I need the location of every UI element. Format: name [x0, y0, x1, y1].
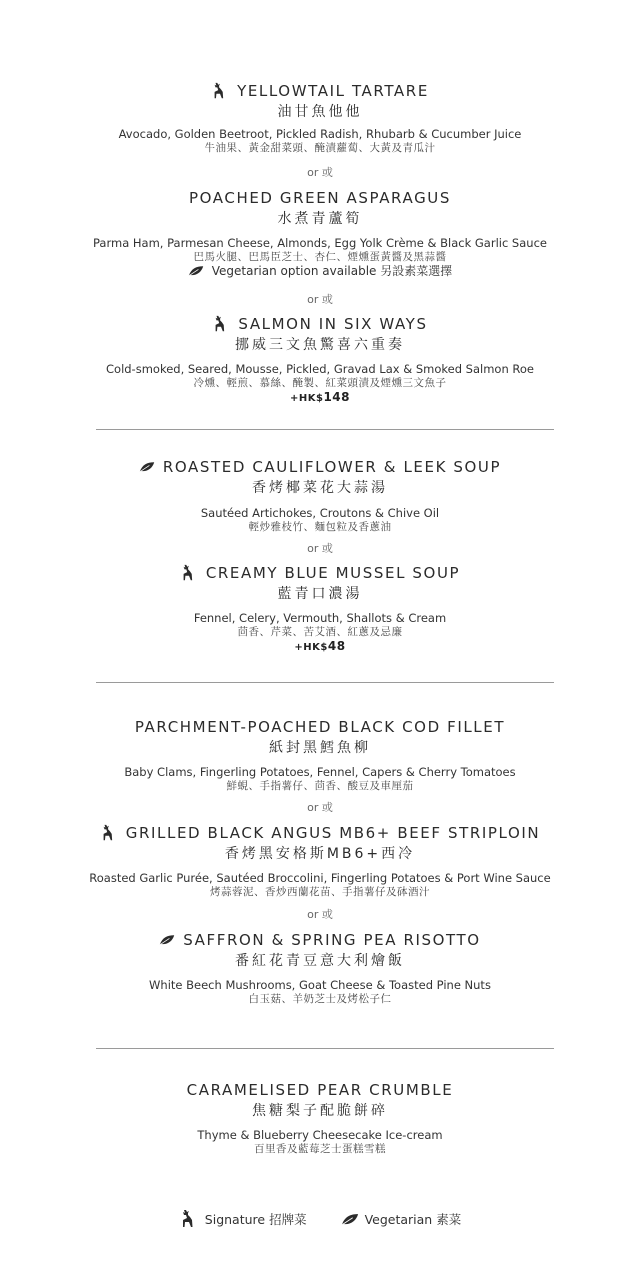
dish-title-text: CARAMELISED PEAR CRUMBLE	[186, 1081, 454, 1099]
dish-description-zh: 百里香及藍莓芝士蛋糕雪糕	[254, 1143, 386, 1155]
menu-item-cauliflower-soup	[0, 458, 640, 534]
dish-title	[0, 718, 640, 736]
legend-vegetarian	[341, 1210, 462, 1228]
dish-title-zh: 油甘魚他他	[277, 104, 363, 120]
dish-title-zh: 香烤黑安格斯MB6+西冷	[224, 846, 416, 862]
dish-title	[0, 458, 640, 476]
menu-item-beef-striploin	[0, 824, 640, 899]
dish-title-zh: 番紅花青豆意大利燴飯	[235, 953, 405, 969]
dish-description-zh: 巴馬火腿、巴馬臣芝士、杏仁、煙燻蛋黃醬及黑蒜醬	[193, 251, 447, 263]
dish-description: Fennel, Celery, Vermouth, Shallots & Cream	[193, 611, 447, 625]
section-divider	[96, 682, 554, 683]
dish-description-zh: 冷燻、輕煎、慕絲、醃製、紅菜頭漬及煙燻三文魚子	[193, 377, 447, 389]
dish-title-text: ROASTED CAULIFLOWER & LEEK SOUP	[162, 458, 502, 476]
menu-item-mussel-soup	[0, 564, 640, 639]
dish-title-text: POACHED GREEN ASPARAGUS	[189, 189, 451, 207]
icon-legend	[0, 1208, 640, 1230]
dish-description: Avocado, Golden Beetroot, Pickled Radish, Rhubarb & Cucumber Juice	[118, 127, 522, 141]
deer-icon	[211, 82, 229, 100]
dish-title	[0, 1081, 640, 1099]
vegetarian-option-note	[0, 262, 640, 279]
dish-title-zh: 藍青口濃湯	[277, 586, 363, 602]
dish-title-text: GRILLED BLACK ANGUS MB6+ BEEF STRIPLOIN	[125, 824, 541, 842]
menu-item-asparagus	[0, 189, 640, 264]
leaf-icon	[341, 1213, 359, 1226]
dish-description-zh: 鮮蜆、手指薯仔、茴香、酸豆及車厘茄	[226, 780, 414, 792]
legend-vegetarian-label: Vegetarian 素菜	[364, 1212, 462, 1227]
vegetarian-option-text: Vegetarian option available 另設素菜選擇	[211, 264, 453, 278]
menu-item-salmon	[0, 315, 640, 390]
dish-title-text: SALMON IN SIX WAYS	[238, 315, 428, 333]
dish-description-zh: 白玉菇、羊奶芝士及烤松子仁	[248, 993, 392, 1005]
dish-description: Thyme & Blueberry Cheesecake Ice-cream	[197, 1128, 443, 1142]
dish-description: Roasted Garlic Purée, Sautéed Broccolini, Fingerling Potatoes & Port Wine Sauce	[89, 871, 551, 885]
leaf-icon	[188, 265, 204, 277]
dish-description: Cold-smoked, Seared, Mousse, Pickled, Gravad Lax & Smoked Salmon Roe	[106, 362, 534, 376]
section-divider	[96, 1048, 554, 1049]
menu-item-yellowtail	[0, 82, 640, 155]
deer-icon	[179, 1208, 199, 1230]
dish-title-text: CREAMY BLUE MUSSEL SOUP	[205, 564, 461, 582]
price-prefix: +HK$	[289, 393, 324, 404]
legend-signature-label: Signature 招牌菜	[204, 1212, 307, 1227]
dish-title-text: SAFFRON & SPRING PEA RISOTTO	[183, 931, 481, 949]
dish-description: Parma Ham, Parmesan Cheese, Almonds, Egg Yolk Crème & Black Garlic Sauce	[93, 236, 547, 250]
dish-description: White Beech Mushrooms, Goat Cheese & Toasted Pine Nuts	[149, 978, 491, 992]
dish-title-zh: 挪威三文魚驚喜六重奏	[235, 337, 405, 353]
legend-signature	[179, 1208, 307, 1230]
deer-icon	[100, 824, 118, 842]
dish-title	[0, 564, 640, 582]
dish-title-text: PARCHMENT-POACHED BLACK COD FILLET	[134, 718, 506, 736]
menu-item-risotto	[0, 931, 640, 1006]
price-prefix: +HK$	[294, 642, 328, 653]
leaf-icon	[159, 934, 175, 946]
dish-title-zh: 水煮青蘆筍	[277, 211, 363, 227]
or-separator: or 或	[307, 801, 333, 814]
dish-title	[0, 931, 640, 949]
supplement-price	[0, 390, 640, 404]
or-separator: or 或	[307, 293, 333, 306]
dish-description-zh: 茴香、芹菜、苦艾酒、紅蔥及忌廉	[237, 626, 403, 638]
supplement-price	[0, 639, 640, 653]
dish-description: Baby Clams, Fingerling Potatoes, Fennel, Capers & Cherry Tomatoes	[124, 765, 516, 779]
dish-title	[0, 824, 640, 842]
menu-item-pear-crumble	[0, 1081, 640, 1156]
leaf-icon	[139, 461, 155, 473]
price-value: 48	[327, 639, 346, 653]
deer-icon	[212, 315, 230, 333]
or-separator: or 或	[307, 542, 333, 555]
or-separator: or 或	[307, 166, 333, 179]
menu-item-black-cod	[0, 718, 640, 793]
dish-description: Sautéed Artichokes, Croutons & Chive Oil	[200, 506, 440, 520]
dish-title	[0, 189, 640, 207]
dish-title-zh: 紙封黑鱈魚柳	[269, 740, 371, 756]
dish-description-zh: 烤蒜蓉泥、香炒西蘭花苗、手指薯仔及砵酒汁	[210, 886, 430, 898]
dish-title-text: YELLOWTAIL TARTARE	[237, 82, 429, 100]
dish-title-zh: 焦糖梨子配脆餅碎	[252, 1103, 388, 1119]
price-value: 148	[323, 390, 351, 404]
section-divider	[96, 429, 554, 430]
or-separator: or 或	[307, 908, 333, 921]
dish-title	[0, 82, 640, 100]
dish-title	[0, 315, 640, 333]
dish-description-zh: 牛油果、黃金甜菜頭、醃漬蘿蔔、大黃及青瓜汁	[204, 142, 436, 154]
dish-description-zh: 輕炒雅枝竹、麵包粒及香蔥油	[248, 521, 392, 533]
deer-icon	[180, 564, 198, 582]
dish-title-zh: 香烤椰菜花大蒜湯	[252, 480, 388, 496]
